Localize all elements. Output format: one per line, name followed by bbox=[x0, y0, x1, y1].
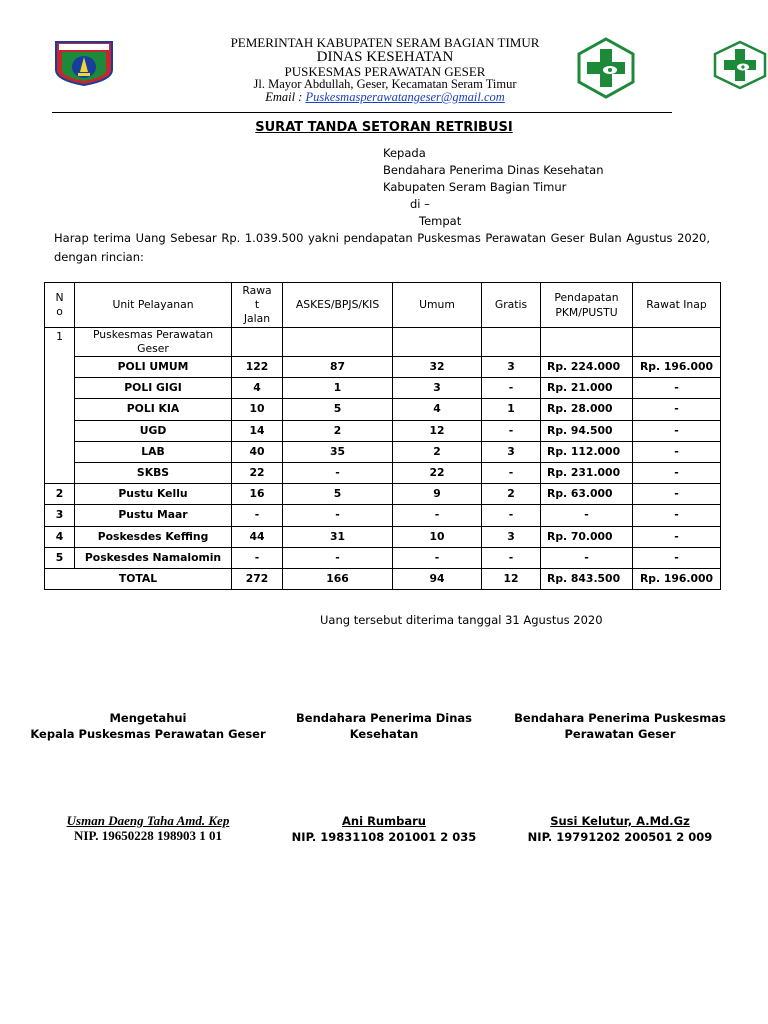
table-header-row bbox=[45, 283, 721, 328]
address-tempat: Tempat bbox=[419, 214, 462, 228]
cell-pendapatan: Rp. 21.000 bbox=[541, 378, 633, 399]
cell-umum: 12 bbox=[393, 420, 482, 441]
revenue-table bbox=[44, 282, 721, 590]
cell-pendapatan: Rp. 112.000 bbox=[541, 441, 633, 462]
header-askes: ASKES/BPJS/KIS bbox=[283, 283, 393, 328]
signature-block-left bbox=[20, 710, 276, 742]
cell-unit: POLI GIGI bbox=[75, 378, 232, 399]
table-row bbox=[45, 420, 721, 441]
cell-no: 2 bbox=[45, 484, 75, 505]
regency-emblem-logo bbox=[52, 40, 116, 86]
cell-rawat-jalan bbox=[232, 328, 283, 357]
signature-block-middle bbox=[278, 710, 490, 742]
cell-pendapatan: Rp. 63.000 bbox=[541, 484, 633, 505]
cell-askes: 1 bbox=[283, 378, 393, 399]
address-kepada: Kepada bbox=[383, 146, 426, 160]
cell-gratis: - bbox=[482, 462, 541, 483]
cell-no: 3 bbox=[45, 505, 75, 526]
total-rawat-jalan: 272 bbox=[232, 568, 283, 589]
cell-askes: 35 bbox=[283, 441, 393, 462]
sig-middle-line2: Kesehatan bbox=[349, 727, 419, 741]
email-label: Email : bbox=[265, 90, 306, 104]
table-row bbox=[45, 357, 721, 378]
table-row bbox=[45, 328, 721, 357]
header-gratis: Gratis bbox=[482, 283, 541, 328]
cell-unit bbox=[75, 328, 232, 357]
total-pendapatan: Rp. 843.500 bbox=[541, 568, 633, 589]
cell-no: 1 bbox=[45, 328, 75, 484]
cell-rawat-jalan: 4 bbox=[232, 378, 283, 399]
cell-rawat-inap: Rp. 196.000 bbox=[633, 357, 721, 378]
letterhead-divider bbox=[52, 112, 672, 113]
cell-askes: - bbox=[283, 547, 393, 568]
letterhead-office: DINAS KESEHATAN bbox=[316, 49, 454, 65]
total-label: TOTAL bbox=[45, 568, 232, 589]
table-row bbox=[45, 462, 721, 483]
cell-rawat-jalan: 16 bbox=[232, 484, 283, 505]
cell-umum: - bbox=[393, 505, 482, 526]
cell-unit-text: Puskesmas Perawatan Geser bbox=[92, 328, 214, 355]
letterhead-government: PEMERINTAH KABUPATEN SERAM BAGIAN TIMUR bbox=[230, 35, 540, 50]
sig-right-line1: Bendahara Penerima Puskesmas bbox=[514, 711, 726, 725]
cell-rawat-jalan: 122 bbox=[232, 357, 283, 378]
cell-umum: 3 bbox=[393, 378, 482, 399]
cell-unit: Pustu Maar bbox=[75, 505, 232, 526]
table-row bbox=[45, 505, 721, 526]
cell-umum: 22 bbox=[393, 462, 482, 483]
cell-gratis: 1 bbox=[482, 399, 541, 420]
sig-right-nip: NIP. 19791202 200501 2 009 bbox=[527, 830, 713, 844]
cell-umum: 9 bbox=[393, 484, 482, 505]
email-link[interactable]: Puskesmasperawatangeser@gmail.com bbox=[305, 90, 505, 104]
health-cross-logo bbox=[712, 40, 768, 90]
cell-rawat-jalan: 40 bbox=[232, 441, 283, 462]
table-row bbox=[45, 526, 721, 547]
sig-left-line1: Mengetahui bbox=[109, 711, 187, 725]
header-rawat-inap: Rawat Inap bbox=[633, 283, 721, 328]
cell-rawat-jalan: 44 bbox=[232, 526, 283, 547]
cell-askes: - bbox=[283, 505, 393, 526]
address-regency: Kabupaten Seram Bagian Timur bbox=[383, 180, 567, 194]
cell-umum: 10 bbox=[393, 526, 482, 547]
sig-left-nip: NIP. 19650228 198903 1 01 bbox=[74, 828, 222, 843]
cell-rawat-inap: - bbox=[633, 378, 721, 399]
letterhead-email-line bbox=[200, 91, 570, 104]
cell-unit: LAB bbox=[75, 441, 232, 462]
cell-umum: 4 bbox=[393, 399, 482, 420]
sig-middle-name: Ani Rumbaru bbox=[342, 814, 426, 828]
cell-umum bbox=[393, 328, 482, 357]
cell-askes: 5 bbox=[283, 484, 393, 505]
header-pendapatan: Pendapatan PKM/PUSTU bbox=[541, 283, 633, 328]
cell-rawat-inap: - bbox=[633, 420, 721, 441]
cell-unit: SKBS bbox=[75, 462, 232, 483]
sig-middle-nip: NIP. 19831108 201001 2 035 bbox=[291, 830, 477, 844]
cell-pendapatan: - bbox=[541, 505, 633, 526]
cell-rawat-inap bbox=[633, 328, 721, 357]
cell-gratis: - bbox=[482, 547, 541, 568]
document-title: SURAT TANDA SETORAN RETRIBUSI bbox=[255, 120, 513, 135]
sig-right-line2: Perawatan Geser bbox=[564, 727, 676, 741]
cell-unit: POLI KIA bbox=[75, 399, 232, 420]
address-recipient: Bendahara Penerima Dinas Kesehatan bbox=[383, 163, 604, 177]
sig-middle-line1: Bendahara Penerima Dinas bbox=[296, 711, 472, 725]
total-askes: 166 bbox=[283, 568, 393, 589]
cell-pendapatan bbox=[541, 328, 633, 357]
cell-pendapatan: - bbox=[541, 547, 633, 568]
cell-pendapatan: Rp. 94.500 bbox=[541, 420, 633, 441]
letterhead-puskesmas: PUSKESMAS PERAWATAN GESER bbox=[284, 64, 486, 79]
received-date-note: Uang tersebut diterima tanggal 31 Agustus 2020 bbox=[320, 613, 603, 627]
cell-gratis: 3 bbox=[482, 357, 541, 378]
cell-gratis: 3 bbox=[482, 441, 541, 462]
cell-rawat-jalan: - bbox=[232, 505, 283, 526]
cell-rawat-jalan: 14 bbox=[232, 420, 283, 441]
cell-pendapatan: Rp. 224.000 bbox=[541, 357, 633, 378]
signature-block-right bbox=[492, 710, 748, 742]
cell-unit: Poskesdes Namalomin bbox=[75, 547, 232, 568]
cell-askes bbox=[283, 328, 393, 357]
cell-askes: 2 bbox=[283, 420, 393, 441]
table-total-row bbox=[45, 568, 721, 589]
total-umum: 94 bbox=[393, 568, 482, 589]
header-umum: Umum bbox=[393, 283, 482, 328]
cell-gratis: 2 bbox=[482, 484, 541, 505]
cell-umum: 2 bbox=[393, 441, 482, 462]
puskesmas-logo bbox=[574, 36, 638, 100]
cell-unit: Pustu Kellu bbox=[75, 484, 232, 505]
address-di: di – bbox=[410, 197, 430, 211]
cell-askes: 87 bbox=[283, 357, 393, 378]
header-unit: Unit Pelayanan bbox=[75, 283, 232, 328]
cell-rawat-jalan: - bbox=[232, 547, 283, 568]
cell-gratis: 3 bbox=[482, 526, 541, 547]
table-row bbox=[45, 441, 721, 462]
table-row bbox=[45, 484, 721, 505]
sig-left-line2: Kepala Puskesmas Perawatan Geser bbox=[30, 727, 266, 741]
cell-gratis: - bbox=[482, 378, 541, 399]
cell-askes: 5 bbox=[283, 399, 393, 420]
cell-unit: POLI UMUM bbox=[75, 357, 232, 378]
cell-gratis bbox=[482, 328, 541, 357]
cell-umum: - bbox=[393, 547, 482, 568]
cell-pendapatan: Rp. 231.000 bbox=[541, 462, 633, 483]
table-row bbox=[45, 378, 721, 399]
sig-right-name: Susi Kelutur, A.Md.Gz bbox=[550, 814, 690, 828]
cell-rawat-inap: - bbox=[633, 547, 721, 568]
total-rawat-inap: Rp. 196.000 bbox=[633, 568, 721, 589]
table-row bbox=[45, 399, 721, 420]
cell-rawat-inap: - bbox=[633, 505, 721, 526]
intro-paragraph: Harap terima Uang Sebesar Rp. 1.039.500 yakni pendapatan Puskesmas Perawatan Geser Bulan Agustus 2020, dengan rincian: bbox=[54, 231, 710, 264]
cell-rawat-inap: - bbox=[633, 526, 721, 547]
cell-rawat-inap: - bbox=[633, 484, 721, 505]
cell-rawat-jalan: 10 bbox=[232, 399, 283, 420]
cell-rawat-jalan: 22 bbox=[232, 462, 283, 483]
cell-no: 5 bbox=[45, 547, 75, 568]
table-row bbox=[45, 547, 721, 568]
letterhead-address: Jl. Mayor Abdullah, Geser, Kecamatan Seram Timur bbox=[253, 77, 517, 91]
header-no: N o bbox=[45, 283, 75, 328]
cell-umum: 32 bbox=[393, 357, 482, 378]
sig-left-name: Usman Daeng Taha Amd. Kep bbox=[66, 813, 230, 828]
total-gratis: 12 bbox=[482, 568, 541, 589]
cell-unit: UGD bbox=[75, 420, 232, 441]
cell-rawat-inap: - bbox=[633, 462, 721, 483]
cell-askes: - bbox=[283, 462, 393, 483]
cell-rawat-inap: - bbox=[633, 441, 721, 462]
header-rawat-jalan: Rawa t Jalan bbox=[232, 283, 283, 328]
cell-pendapatan: Rp. 70.000 bbox=[541, 526, 633, 547]
cell-no: 4 bbox=[45, 526, 75, 547]
cell-pendapatan: Rp. 28.000 bbox=[541, 399, 633, 420]
cell-gratis: - bbox=[482, 420, 541, 441]
cell-rawat-inap: - bbox=[633, 399, 721, 420]
cell-gratis: - bbox=[482, 505, 541, 526]
cell-unit: Poskesdes Keffing bbox=[75, 526, 232, 547]
cell-askes: 31 bbox=[283, 526, 393, 547]
